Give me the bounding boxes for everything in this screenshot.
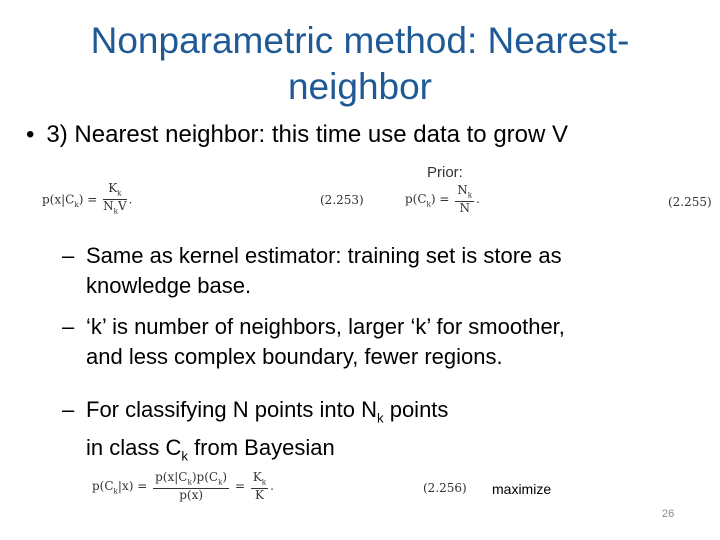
main-bullet	[26, 121, 568, 149]
maximize-label: maximize	[492, 481, 552, 497]
main-bullet-text: 3) Nearest neighbor: this time use data to grow V	[46, 121, 569, 148]
equation-likelihood: $p(x|C_k)$ = $\frac{K_k}{N_kV}$ .	[42, 181, 133, 216]
bullet-dot: •	[26, 121, 35, 148]
equation-prior: $p(C_k)$ = $\frac{N_k}{N}$ .	[405, 183, 480, 216]
equation-number: (2.253)	[320, 193, 364, 207]
equation-posterior: $p(C_k|x)$ = $\frac{p(x|C_k)p(C_k)}{p(x)}$ = $\frac{K_k}{K}$ .	[92, 470, 274, 503]
prior-label: Prior:	[427, 164, 463, 181]
sub-bullet-2: – ‘k’ is number of neighbors, larger ‘k’ for smoother, and less complex boundary, fewer regions.	[62, 314, 565, 369]
sub-bullet-3: – For classifying N points into $N_k$ points in class $C_k$ from Bayesian	[62, 397, 449, 464]
fraction: $\frac{K_k}{N_kV}$	[103, 181, 127, 216]
equation-number: (2.255)	[668, 195, 712, 209]
sub-bullet-1: – Same as kernel estimator: training set is store as knowledge base.	[62, 243, 562, 298]
fraction: $\frac{N_k}{N}$	[457, 183, 473, 216]
slide-title: Nonparametric method: Nearest-neighbor	[90, 20, 630, 107]
page-number: 26	[662, 508, 675, 520]
equation-number: (2.256)	[423, 481, 467, 495]
fraction: $\frac{K_k}{K}$	[252, 470, 267, 503]
fraction: $\frac{p(x|C_k)p(C_k)}{p(x)}$	[155, 470, 228, 503]
